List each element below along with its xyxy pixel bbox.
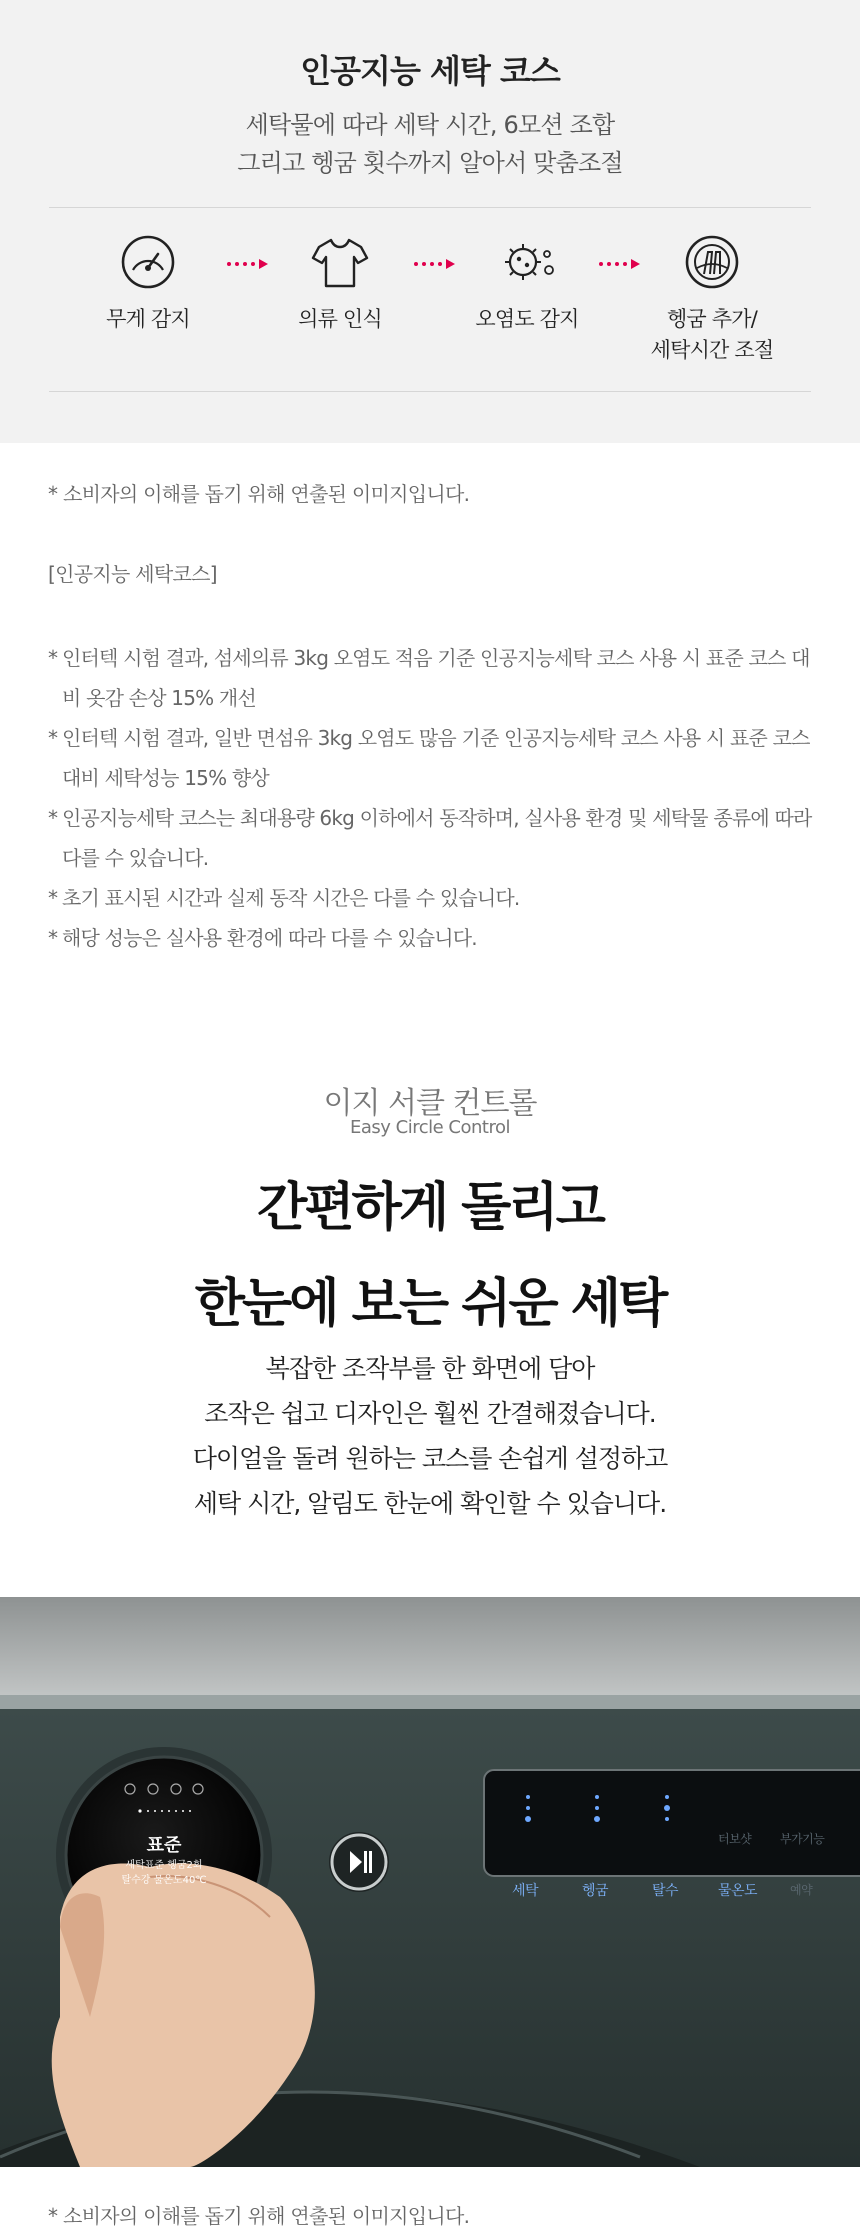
ecc-desc-line3: 다이얼을 돌려 원하는 코스를 손쉽게 설정하고 — [192, 1444, 668, 1473]
panel-label-reserve: 예약 — [790, 1883, 813, 1897]
panel-label-options: 부가기능 — [780, 1832, 825, 1846]
image-note: * 소비자의 이해를 돕기 위해 연출된 이미지입니다. — [48, 482, 470, 506]
product-photo — [0, 1597, 860, 2167]
panel-label-turboshot: 터보샷 — [718, 1832, 752, 1846]
knob-course-detail — [104, 1858, 224, 1888]
ecc-headline-line1: 간편하게 돌리고 — [257, 1178, 603, 1238]
ai-course-subtitle-line2: 그리고 헹굼 횟수까지 알아서 맞춤조절 — [237, 149, 623, 177]
ecc-title-en: Easy Circle Control — [350, 1117, 510, 1138]
ai-course-subtitle-line1: 세탁물에 따라 세탁 시간, 6모션 조합 — [245, 111, 615, 139]
dirt-sensor-icon — [497, 232, 557, 292]
disclaimer-list — [48, 638, 828, 958]
ai-course-section — [0, 0, 860, 443]
bottom-image-note: * 소비자의 이해를 돕기 위해 연출된 이미지입니다. — [48, 2204, 470, 2228]
panel-label-rinse: 헹굼 — [582, 1883, 609, 1899]
step-rinse — [627, 232, 797, 366]
ecc-headline-line2: 한눈에 보는 쉬운 세탁 — [194, 1274, 666, 1334]
panel-label-temp: 물온도 — [718, 1883, 758, 1899]
ecc-desc-line1: 복잡한 조작부를 한 화면에 담아 — [265, 1354, 595, 1383]
step-dirt — [442, 232, 612, 335]
weight-gauge-icon — [118, 232, 178, 292]
drum-icon — [682, 232, 742, 292]
ecc-desc-line2: 조작은 쉽고 디자인은 훨씬 간결해졌습니다. — [204, 1399, 656, 1428]
shirt-icon — [310, 232, 370, 292]
ecc-headline — [0, 1160, 860, 1352]
disclaimer-item: * 초기 표시된 시간과 실제 동작 시간은 다를 수 있습니다. — [48, 878, 828, 918]
disclaimer-item: * 해당 성능은 실사용 환경에 따라 다를 수 있습니다. — [48, 918, 828, 958]
ecc-desc-line4: 세탁 시간, 알림도 한눈에 확인할 수 있습니다. — [193, 1489, 667, 1518]
disclaimer-item: * 인공지능세탁 코스는 최대용량 6kg 이하에서 동작하며, 실사용 환경 및 세탁물 종류에 따라 다를 수 있습니다. — [48, 798, 828, 878]
step-weight-label: 무게 감지 — [106, 307, 190, 331]
disclaimer-item: * 인터텍 시험 결과, 섬세의류 3kg 오염도 적음 기준 인공지능세탁 코스 사용 시 표준 코스 대비 옷감 손상 15% 개선 — [48, 638, 828, 718]
knob-detail-line2: 탈수강 물온도40℃ — [121, 1875, 207, 1886]
ai-course-subtitle — [0, 106, 860, 182]
step-rinse-label-line1: 헹굼 추가/ — [666, 307, 758, 331]
step-fabric-label: 의류 인식 — [298, 307, 382, 331]
panel-label-spin: 탈수 — [652, 1883, 679, 1899]
step-rinse-label-line2: 세탁시간 조절 — [650, 338, 774, 362]
knob-course-name: 표준 — [146, 1835, 182, 1856]
ecc-title-kr: 이지 서클 컨트롤 — [323, 1086, 537, 1121]
knob-detail-line1: 세탁표준 헹굼2회 — [125, 1860, 203, 1871]
divider-bottom — [49, 391, 811, 392]
disclaimer-item: * 인터텍 시험 결과, 일반 면섬유 3kg 오염도 많음 기준 인공지능세탁 코스 사용 시 표준 코스 대비 세탁성능 15% 향상 — [48, 718, 828, 798]
ai-course-title: 인공지능 세탁 코스 — [300, 52, 560, 90]
panel-label-wash: 세탁 — [512, 1883, 539, 1899]
divider-top — [49, 207, 811, 208]
step-fabric — [255, 232, 425, 335]
step-rinse-label — [627, 304, 797, 366]
step-weight — [63, 232, 233, 335]
ecc-description — [0, 1346, 860, 1526]
step-dirt-label: 오염도 감지 — [475, 307, 579, 331]
disclaimer-heading: [인공지능 세탁코스] — [48, 562, 217, 586]
